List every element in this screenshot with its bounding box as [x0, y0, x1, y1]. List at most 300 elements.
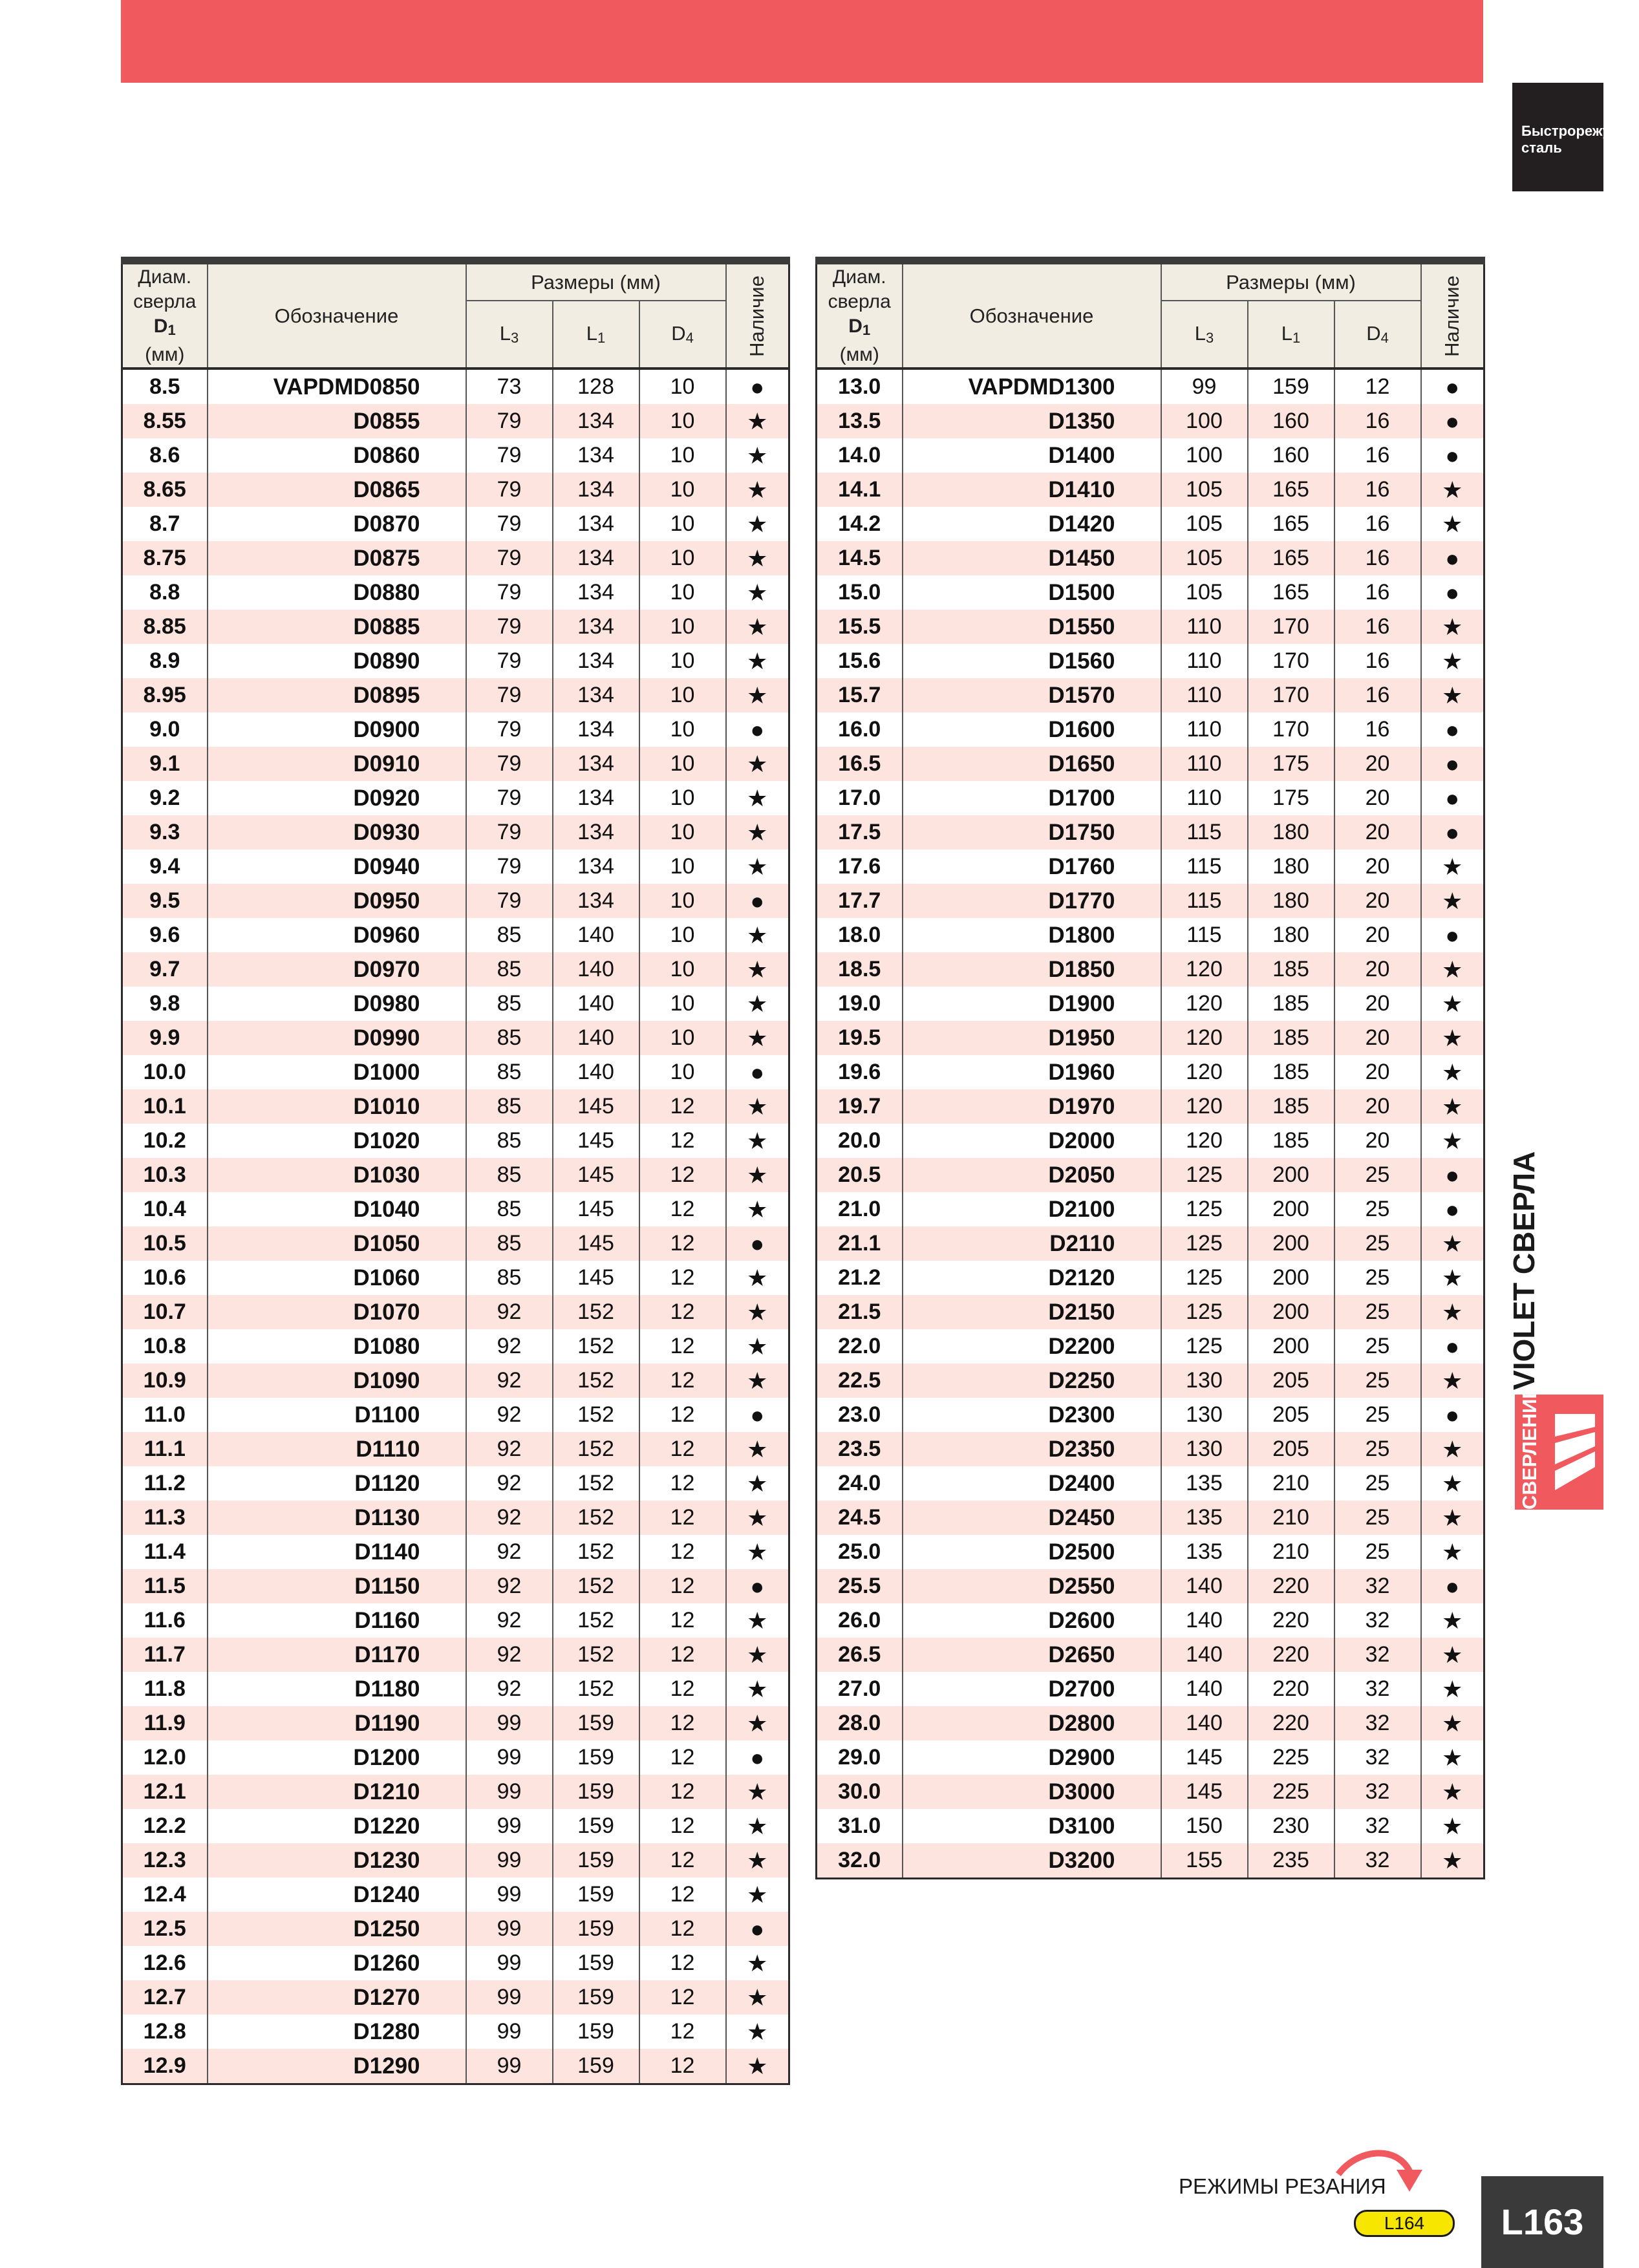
cell-availability: ★ — [726, 1501, 789, 1535]
cell-l1: 185 — [1248, 952, 1334, 987]
cell-diameter: 10.2 — [122, 1124, 208, 1158]
cell-d4: 32 — [1334, 1775, 1421, 1809]
cell-l1: 175 — [1248, 781, 1334, 815]
cell-availability: ★ — [726, 1638, 789, 1672]
cell-availability: ★ — [1421, 987, 1484, 1021]
cell-designation: D1420 — [903, 507, 1161, 541]
cell-l1: 180 — [1248, 884, 1334, 918]
cell-l1: 159 — [553, 1912, 639, 1946]
cell-availability: ★ — [726, 404, 789, 438]
cell-availability: ★ — [1421, 610, 1484, 644]
cell-diameter: 17.0 — [817, 781, 903, 815]
cell-l1: 152 — [553, 1398, 639, 1432]
cell-l3: 79 — [466, 747, 553, 781]
cell-l1: 159 — [553, 1843, 639, 1878]
cell-designation: D1650 — [903, 747, 1161, 781]
cell-availability: ★ — [726, 1878, 789, 1912]
cell-l1: 210 — [1248, 1535, 1334, 1569]
cell-d4: 12 — [639, 1809, 726, 1843]
cell-l3: 79 — [466, 644, 553, 678]
drilling-badge-label: СВЕРЛЕНИЕ — [1518, 1385, 1541, 1510]
cell-l3: 100 — [1161, 404, 1248, 438]
cell-l3: 99 — [466, 1912, 553, 1946]
table-row — [817, 1466, 1484, 1501]
cell-d4: 12 — [639, 2015, 726, 2049]
cell-availability: ★ — [1421, 1124, 1484, 1158]
col-header-availability: Наличие — [1421, 261, 1484, 369]
cell-l1: 134 — [553, 712, 639, 747]
cell-diameter: 17.5 — [817, 815, 903, 850]
cell-diameter: 15.7 — [817, 678, 903, 712]
cell-availability: ● — [726, 1569, 789, 1603]
cell-diameter: 23.0 — [817, 1398, 903, 1432]
cell-d4: 32 — [1334, 1809, 1421, 1843]
cell-availability: ★ — [1421, 473, 1484, 507]
cell-l3: 105 — [1161, 473, 1248, 507]
cell-diameter: 18.0 — [817, 918, 903, 952]
table-row — [817, 438, 1484, 473]
table-row — [122, 1192, 789, 1226]
cell-diameter: 13.5 — [817, 404, 903, 438]
cell-l1: 220 — [1248, 1569, 1334, 1603]
cell-diameter: 21.2 — [817, 1261, 903, 1295]
cell-availability: ★ — [1421, 1089, 1484, 1124]
cell-l3: 92 — [466, 1466, 553, 1501]
cell-availability: ★ — [726, 1329, 789, 1364]
cell-designation: D0875 — [208, 541, 466, 575]
cell-availability: ★ — [1421, 1843, 1484, 1879]
page-number: L163 — [1481, 2176, 1603, 2268]
cell-d4: 32 — [1334, 1638, 1421, 1672]
cell-d4: 16 — [1334, 575, 1421, 610]
table-row — [817, 1843, 1484, 1879]
table-row — [122, 1706, 789, 1740]
cell-d4: 10 — [639, 747, 726, 781]
cell-designation: D1410 — [903, 473, 1161, 507]
cell-availability: ★ — [726, 1432, 789, 1466]
cell-d4: 32 — [1334, 1569, 1421, 1603]
cell-l3: 110 — [1161, 644, 1248, 678]
cell-d4: 16 — [1334, 712, 1421, 747]
cell-l1: 225 — [1248, 1775, 1334, 1809]
cell-diameter: 11.0 — [122, 1398, 208, 1432]
cell-availability: ★ — [1421, 1021, 1484, 1055]
cell-l1: 159 — [553, 1775, 639, 1809]
table-row — [122, 438, 789, 473]
cell-l1: 134 — [553, 541, 639, 575]
table-row — [122, 644, 789, 678]
cell-availability: ★ — [726, 1021, 789, 1055]
cell-l1: 165 — [1248, 473, 1334, 507]
cell-designation: D2650 — [903, 1638, 1161, 1672]
cell-l3: 150 — [1161, 1809, 1248, 1843]
cell-l1: 205 — [1248, 1398, 1334, 1432]
cell-d4: 25 — [1334, 1226, 1421, 1261]
cell-designation: D3100 — [903, 1809, 1161, 1843]
cell-l1: 185 — [1248, 1089, 1334, 1124]
cell-availability: ★ — [1421, 1432, 1484, 1466]
cell-diameter: 26.5 — [817, 1638, 903, 1672]
cell-l3: 115 — [1161, 918, 1248, 952]
cell-diameter: 11.7 — [122, 1638, 208, 1672]
cell-diameter: 21.1 — [817, 1226, 903, 1261]
cell-designation: D2350 — [903, 1432, 1161, 1466]
cell-designation: D1770 — [903, 884, 1161, 918]
cell-l3: 110 — [1161, 747, 1248, 781]
cell-diameter: 14.2 — [817, 507, 903, 541]
cell-l1: 145 — [553, 1192, 639, 1226]
cell-d4: 32 — [1334, 1672, 1421, 1706]
cell-diameter: 8.85 — [122, 610, 208, 644]
cell-d4: 25 — [1334, 1432, 1421, 1466]
cell-diameter: 13.0 — [817, 370, 903, 404]
cell-diameter: 8.7 — [122, 507, 208, 541]
cell-l3: 85 — [466, 1124, 553, 1158]
cell-d4: 20 — [1334, 1089, 1421, 1124]
cell-l3: 92 — [466, 1501, 553, 1535]
cell-l1: 134 — [553, 781, 639, 815]
cell-d4: 12 — [639, 1158, 726, 1192]
section-tab-line2: сталь — [1521, 140, 1562, 156]
table-row — [122, 1055, 789, 1089]
cell-l3: 115 — [1161, 884, 1248, 918]
table-row — [122, 1432, 789, 1466]
cell-d4: 10 — [639, 884, 726, 918]
table-row — [122, 987, 789, 1021]
cell-diameter: 9.5 — [122, 884, 208, 918]
ref-page-pill[interactable]: L164 — [1354, 2210, 1455, 2237]
cell-availability: ★ — [726, 747, 789, 781]
cell-l1: 134 — [553, 473, 639, 507]
cell-designation: D1760 — [903, 850, 1161, 884]
cell-designation: D1080 — [208, 1329, 466, 1364]
table-row — [817, 815, 1484, 850]
cell-l1: 210 — [1248, 1501, 1334, 1535]
table-row — [122, 610, 789, 644]
cell-l3: 105 — [1161, 507, 1248, 541]
cell-l1: 145 — [553, 1226, 639, 1261]
col-header-dimensions: Размеры (мм) — [466, 261, 726, 301]
cell-availability: ★ — [726, 1364, 789, 1398]
cell-availability: ★ — [726, 1124, 789, 1158]
cell-diameter: 18.5 — [817, 952, 903, 987]
cell-diameter: 14.0 — [817, 438, 903, 473]
cell-diameter: 29.0 — [817, 1740, 903, 1775]
cell-designation: D0880 — [208, 575, 466, 610]
cell-diameter: 10.3 — [122, 1158, 208, 1192]
cell-l1: 145 — [553, 1124, 639, 1158]
col-header-designation: Обозначение — [208, 261, 466, 369]
cell-d4: 12 — [639, 2049, 726, 2084]
cell-d4: 12 — [639, 1603, 726, 1638]
cell-l1: 159 — [553, 2015, 639, 2049]
cell-l3: 79 — [466, 473, 553, 507]
col-header-d4: D4 — [639, 301, 726, 369]
table-row — [122, 575, 789, 610]
table-row — [122, 1158, 789, 1192]
cell-designation: D1220 — [208, 1809, 466, 1843]
table-row — [817, 850, 1484, 884]
cell-diameter: 12.3 — [122, 1843, 208, 1878]
drilling-badge[interactable] — [1515, 1385, 1603, 1510]
cell-availability: ★ — [726, 850, 789, 884]
cell-availability: ★ — [726, 1535, 789, 1569]
cell-l3: 99 — [466, 1809, 553, 1843]
cell-availability: ★ — [726, 1089, 789, 1124]
cell-availability: ★ — [726, 1672, 789, 1706]
cell-designation: D1970 — [903, 1089, 1161, 1124]
cell-l1: 165 — [1248, 507, 1334, 541]
cell-diameter: 11.5 — [122, 1569, 208, 1603]
cell-l3: 110 — [1161, 712, 1248, 747]
cell-l1: 159 — [553, 1740, 639, 1775]
cell-designation: D0870 — [208, 507, 466, 541]
cell-l3: 85 — [466, 918, 553, 952]
cell-l3: 140 — [1161, 1672, 1248, 1706]
cell-d4: 32 — [1334, 1740, 1421, 1775]
cell-diameter: 10.5 — [122, 1226, 208, 1261]
cell-d4: 16 — [1334, 644, 1421, 678]
cell-l3: 99 — [466, 1878, 553, 1912]
cell-l3: 99 — [1161, 370, 1248, 404]
section-tab-hss[interactable] — [1512, 83, 1639, 191]
cell-designation: D1170 — [208, 1638, 466, 1672]
cell-l1: 152 — [553, 1672, 639, 1706]
cell-diameter: 9.6 — [122, 918, 208, 952]
cell-d4: 10 — [639, 438, 726, 473]
cell-diameter: 12.9 — [122, 2049, 208, 2084]
drill-icon — [1548, 1407, 1600, 1498]
cell-availability: ● — [726, 884, 789, 918]
cell-availability: ★ — [726, 438, 789, 473]
cell-l3: 125 — [1161, 1192, 1248, 1226]
cell-d4: 16 — [1334, 404, 1421, 438]
cell-l3: 145 — [1161, 1740, 1248, 1775]
cell-l1: 134 — [553, 850, 639, 884]
cell-diameter: 9.1 — [122, 747, 208, 781]
table-row — [817, 1089, 1484, 1124]
cell-d4: 20 — [1334, 1055, 1421, 1089]
cell-availability: ★ — [726, 815, 789, 850]
cell-d4: 12 — [639, 1740, 726, 1775]
cell-diameter: 12.8 — [122, 2015, 208, 2049]
cell-l1: 128 — [553, 370, 639, 404]
cell-diameter: 11.1 — [122, 1432, 208, 1466]
cell-designation: D1450 — [903, 541, 1161, 575]
cell-d4: 12 — [639, 1089, 726, 1124]
cell-l1: 175 — [1248, 747, 1334, 781]
cell-diameter: 17.6 — [817, 850, 903, 884]
table-row — [817, 507, 1484, 541]
cell-diameter: 19.5 — [817, 1021, 903, 1055]
cell-d4: 20 — [1334, 747, 1421, 781]
cell-designation: D1260 — [208, 1946, 466, 1980]
cutting-modes-link[interactable]: РЕЖИМЫ РЕЗАНИЯ — [1179, 2174, 1386, 2198]
cell-l3: 79 — [466, 610, 553, 644]
table-row — [122, 1466, 789, 1501]
cell-l1: 152 — [553, 1501, 639, 1535]
curved-arrow-icon — [1332, 2145, 1429, 2203]
cell-designation: D1750 — [903, 815, 1161, 850]
cell-designation: D2150 — [903, 1295, 1161, 1329]
cell-diameter: 12.2 — [122, 1809, 208, 1843]
cell-d4: 12 — [639, 1980, 726, 2015]
cell-availability: ★ — [1421, 1775, 1484, 1809]
cell-availability: ● — [1421, 1569, 1484, 1603]
col-header-l3: L3 — [1161, 301, 1248, 369]
cell-diameter: 11.3 — [122, 1501, 208, 1535]
cell-availability: ★ — [726, 987, 789, 1021]
table-row — [122, 507, 789, 541]
cell-l3: 79 — [466, 678, 553, 712]
cell-l3: 125 — [1161, 1158, 1248, 1192]
cell-availability: ★ — [1421, 1501, 1484, 1535]
table-row — [122, 952, 789, 987]
cell-d4: 16 — [1334, 438, 1421, 473]
cell-designation: VAPDMD1300 — [903, 370, 1161, 404]
cell-diameter: 8.9 — [122, 644, 208, 678]
drill-spec-table-right — [815, 257, 1485, 1879]
cell-designation: D1800 — [903, 918, 1161, 952]
table-row — [122, 1946, 789, 1980]
cell-l3: 105 — [1161, 575, 1248, 610]
cell-designation: D0890 — [208, 644, 466, 678]
cell-l1: 140 — [553, 952, 639, 987]
cell-d4: 16 — [1334, 473, 1421, 507]
cell-d4: 10 — [639, 1055, 726, 1089]
cell-l1: 160 — [1248, 404, 1334, 438]
cell-designation: D1600 — [903, 712, 1161, 747]
col-header-l1: L1 — [553, 301, 639, 369]
cell-d4: 25 — [1334, 1192, 1421, 1226]
cell-availability: ★ — [1421, 850, 1484, 884]
cell-d4: 20 — [1334, 1124, 1421, 1158]
cell-availability: ★ — [1421, 1466, 1484, 1501]
cell-d4: 12 — [639, 1226, 726, 1261]
cell-d4: 32 — [1334, 1603, 1421, 1638]
table-row — [817, 747, 1484, 781]
cell-diameter: 8.6 — [122, 438, 208, 473]
cell-d4: 20 — [1334, 850, 1421, 884]
cell-designation: D0960 — [208, 918, 466, 952]
cell-l3: 115 — [1161, 850, 1248, 884]
table-row — [122, 884, 789, 918]
cell-designation: D0970 — [208, 952, 466, 987]
table-row — [817, 473, 1484, 507]
table-row — [122, 712, 789, 747]
cell-l1: 185 — [1248, 1124, 1334, 1158]
cell-d4: 10 — [639, 712, 726, 747]
cell-diameter: 9.2 — [122, 781, 208, 815]
cell-l1: 145 — [553, 1089, 639, 1124]
cell-availability: ★ — [1421, 884, 1484, 918]
cell-l3: 145 — [1161, 1775, 1248, 1809]
cell-l3: 79 — [466, 712, 553, 747]
cell-l1: 145 — [553, 1158, 639, 1192]
cell-availability: ● — [1421, 1329, 1484, 1364]
cell-diameter: 10.1 — [122, 1089, 208, 1124]
cell-availability: ★ — [726, 507, 789, 541]
cell-l3: 92 — [466, 1569, 553, 1603]
cell-l3: 99 — [466, 1980, 553, 2015]
cell-l1: 165 — [1248, 575, 1334, 610]
cell-l3: 140 — [1161, 1638, 1248, 1672]
cell-l3: 140 — [1161, 1569, 1248, 1603]
cell-l1: 165 — [1248, 541, 1334, 575]
cell-designation: D0920 — [208, 781, 466, 815]
section-tab-line1: Быстрорежущая — [1521, 123, 1639, 139]
cell-availability: ★ — [1421, 1638, 1484, 1672]
cell-l3: 99 — [466, 1706, 553, 1740]
cell-l1: 220 — [1248, 1603, 1334, 1638]
cell-l3: 79 — [466, 575, 553, 610]
table-row — [122, 1912, 789, 1946]
cell-diameter: 24.5 — [817, 1501, 903, 1535]
cell-diameter: 23.5 — [817, 1432, 903, 1466]
cell-l3: 85 — [466, 1192, 553, 1226]
cell-l1: 152 — [553, 1295, 639, 1329]
cell-designation: D1290 — [208, 2049, 466, 2084]
cell-l3: 120 — [1161, 1089, 1248, 1124]
cell-l1: 134 — [553, 438, 639, 473]
cell-diameter: 25.5 — [817, 1569, 903, 1603]
cell-designation: D1270 — [208, 1980, 466, 2015]
cell-designation: D1050 — [208, 1226, 466, 1261]
cell-designation: D1030 — [208, 1158, 466, 1192]
cell-diameter: 19.0 — [817, 987, 903, 1021]
cell-diameter: 26.0 — [817, 1603, 903, 1638]
cell-diameter: 20.5 — [817, 1158, 903, 1192]
cell-diameter: 19.6 — [817, 1055, 903, 1089]
cell-diameter: 9.8 — [122, 987, 208, 1021]
table-row — [122, 1569, 789, 1603]
cell-designation: D1020 — [208, 1124, 466, 1158]
table-row — [817, 1809, 1484, 1843]
table-row — [817, 987, 1484, 1021]
cell-designation: D1140 — [208, 1535, 466, 1569]
cell-designation: D1550 — [903, 610, 1161, 644]
cell-availability: ● — [1421, 575, 1484, 610]
cell-l1: 152 — [553, 1466, 639, 1501]
cell-availability: ● — [1421, 370, 1484, 404]
cell-l1: 152 — [553, 1432, 639, 1466]
cell-designation: D0930 — [208, 815, 466, 850]
cell-d4: 25 — [1334, 1295, 1421, 1329]
cell-designation: D1010 — [208, 1089, 466, 1124]
col-header-diameter: Диам. сверла D1 (мм) — [122, 261, 208, 369]
cell-availability: ★ — [726, 1980, 789, 2015]
cell-l3: 92 — [466, 1432, 553, 1466]
cell-l3: 79 — [466, 884, 553, 918]
table-row — [817, 404, 1484, 438]
cell-availability: ★ — [726, 1261, 789, 1295]
cell-designation: D2600 — [903, 1603, 1161, 1638]
cell-l1: 140 — [553, 1021, 639, 1055]
cell-diameter: 8.75 — [122, 541, 208, 575]
cell-designation: D2900 — [903, 1740, 1161, 1775]
cell-designation: D1190 — [208, 1706, 466, 1740]
cell-availability: ★ — [726, 1946, 789, 1980]
cell-designation: D1100 — [208, 1398, 466, 1432]
cell-l3: 99 — [466, 2049, 553, 2084]
cell-availability: ★ — [1421, 678, 1484, 712]
cell-designation: D1900 — [903, 987, 1161, 1021]
cell-availability: ★ — [726, 1158, 789, 1192]
cell-d4: 20 — [1334, 781, 1421, 815]
cell-d4: 25 — [1334, 1466, 1421, 1501]
table-row — [817, 1364, 1484, 1398]
table-row — [817, 884, 1484, 918]
